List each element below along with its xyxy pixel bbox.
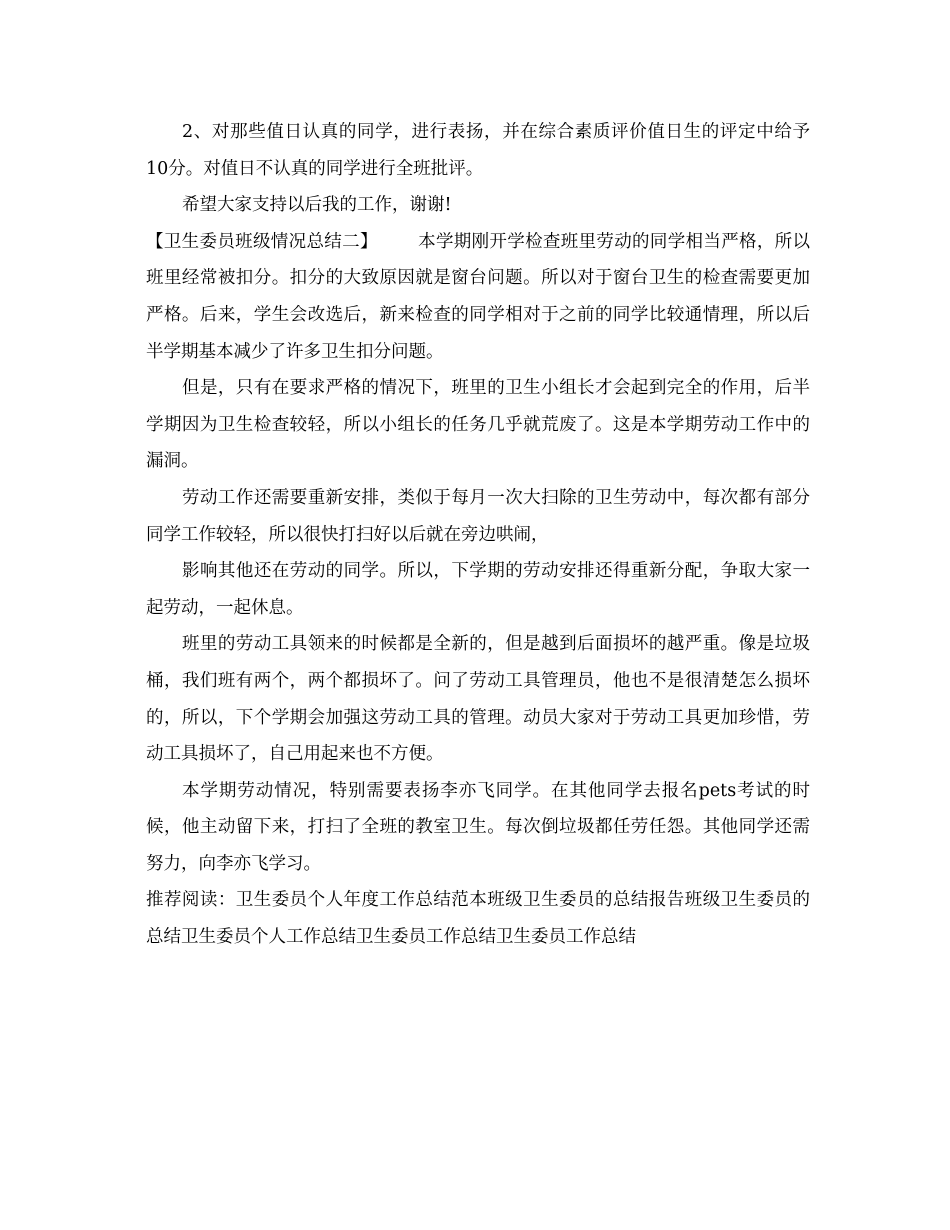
paragraph-thanks: 希望大家支持以后我的工作，谢谢! bbox=[182, 195, 452, 216]
document-page bbox=[146, 114, 810, 956]
paragraph-redistribute: 影响其他还在劳动的同学。所以，下学期的劳动安排还得重新分配，争取大家一起劳动，一起休息。 bbox=[146, 561, 810, 618]
recommended-reading[interactable]: 推荐阅读：卫生委员个人年度工作总结范本班级卫生委员的总结报告班级卫生委员的总结卫生委员个人工作总结卫生委员工作总结卫生委员工作总结 bbox=[146, 890, 810, 948]
paragraph-group-leaders: 但是，只有在要求严格的情况下，班里的卫生小组长才会起到完全的作用，后半学期因为卫生检查较轻，所以小组长的任务几乎就荒废了。这是本学期劳动工作中的漏洞。 bbox=[146, 378, 810, 472]
section-heading: 【卫生委员班级情况总结二】 bbox=[146, 231, 378, 252]
paragraph-tools: 班里的劳动工具领来的时候都是全新的，但是越到后面损坏的越严重。像是垃圾桶，我们班有两个，两个都损坏了。问了劳动工具管理员，他也不是很清楚怎么损坏的，所以，下个学期会加强这劳动工具的管理。动员大家对于劳动工具更加珍惜，劳动工具损坏了，自己用起来也不方便。 bbox=[146, 634, 810, 765]
paragraph-rearrange-work: 劳动工作还需要重新安排，类似于每月一次大扫除的卫生劳动中，每次都有部分同学工作较轻，所以很快打扫好以后就在旁边哄闹， bbox=[146, 487, 810, 545]
paragraph-praise-student: 本学期劳动情况，特别需要表扬李亦飞同学。在其他同学去报名pets考试的时候，他主动留下来，打扫了全班的教室卫生。每次倒垃圾都任劳任怨。其他同学还需努力，向李亦飞学习。 bbox=[146, 780, 810, 874]
section-two-intro bbox=[146, 224, 810, 370]
paragraph-duty-praise: 2、对那些值日认真的同学，进行表扬，并在综合素质评价值日生的评定中给予10分。对值日不认真的同学进行全班批评。 bbox=[146, 122, 810, 179]
section-first-paragraph: 本学期刚开学检查班里劳动的同学相当严格，所以班里经常被扣分。扣分的大致原因就是窗台问题。所以对于窗台卫生的检查需要更加严格。后来，学生会改选后，新来检查的同学相对于之前的同学比较通情理，所以后半学期基本减少了许多卫生扣分问题。 bbox=[146, 231, 811, 362]
